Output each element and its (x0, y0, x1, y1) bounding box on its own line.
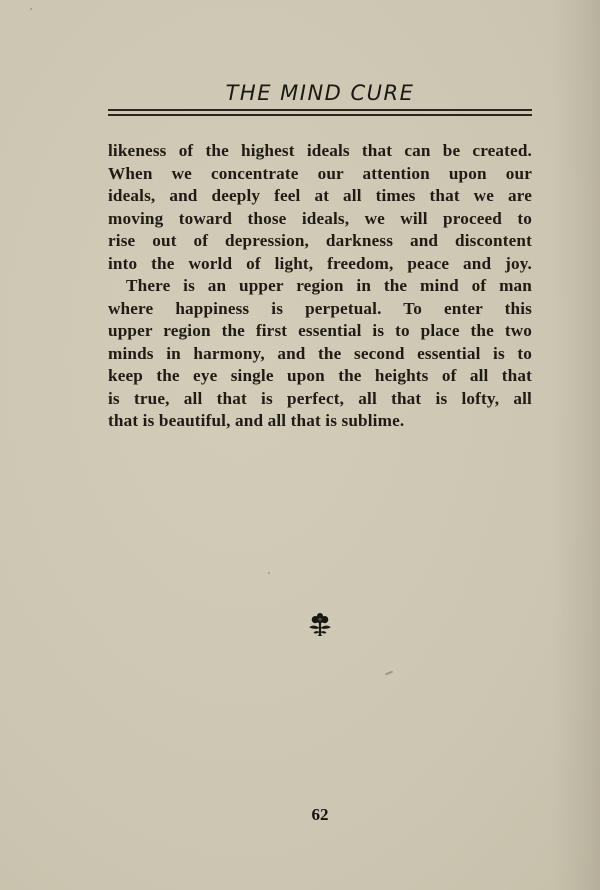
text-line: keep the eye single upon the heights of all that (108, 366, 532, 385)
text-line: minds in harmony, and the second essential is to (108, 343, 532, 363)
text-line: upper region the first essential is to place the two (108, 321, 532, 340)
paper-speck (268, 572, 270, 574)
paragraph-end-line: that is beautiful, and all that is sublime. (108, 411, 405, 430)
text-line: ideals, and deeply feel at all times that we are (108, 186, 532, 205)
text-line: likeness of the highest ideals that can be created. (108, 141, 532, 160)
paper-speck (30, 8, 32, 10)
paper-speck (385, 671, 393, 676)
header-rule-top (108, 109, 532, 111)
text-line: rise out of depression, darkness and discontent (108, 231, 532, 250)
flower-fleuron-icon (307, 612, 333, 638)
text-line: When we concentrate our attention upon our (108, 163, 532, 183)
page-number: 62 (311, 805, 329, 824)
text-line: where happiness is perpetual. To enter this (108, 298, 532, 318)
paragraph-start-line: There is an upper region in the mind of man (126, 276, 532, 295)
body-text (108, 140, 532, 433)
header-rule-bottom (108, 114, 532, 116)
text-line: moving toward those ideals, we will proceed to (108, 208, 532, 228)
text-line: into the world of light, freedom, peace and joy. (108, 253, 532, 273)
running-head: THE MIND CURE (225, 81, 415, 105)
text-line: is true, all that is perfect, all that is lofty, all (108, 388, 532, 408)
